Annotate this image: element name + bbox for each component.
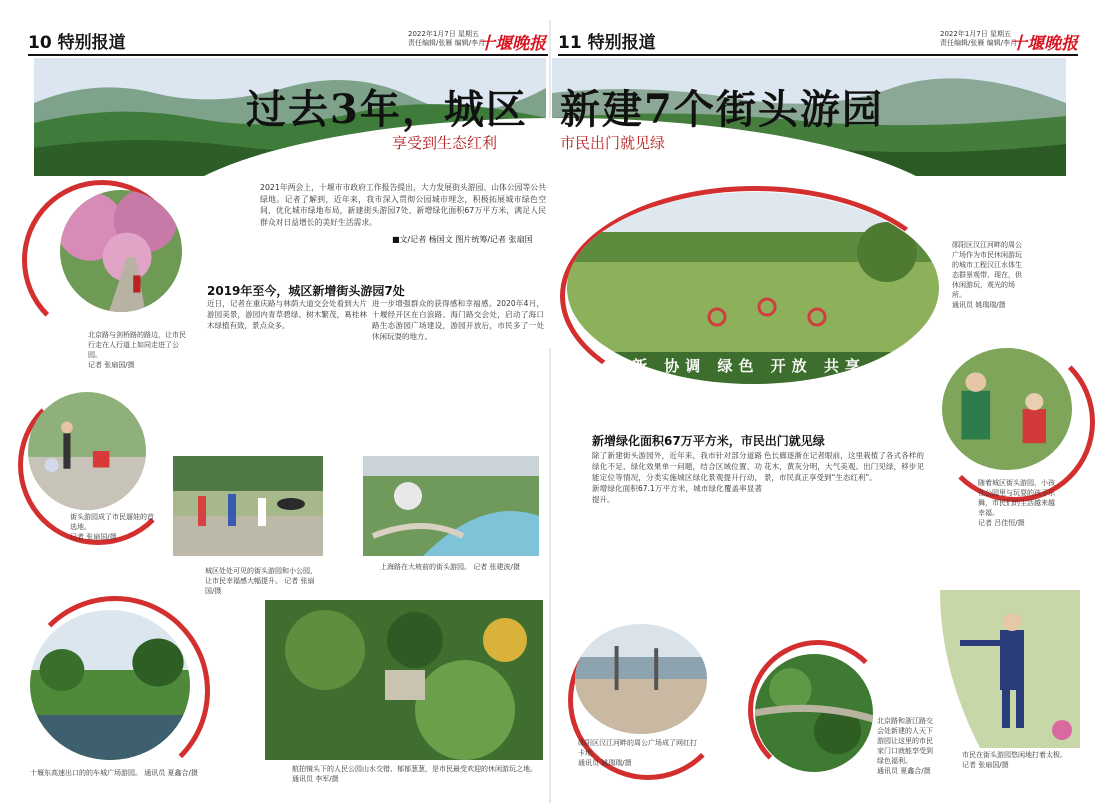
- section1-text-col2: 进一步增强群众的获得感和幸福感。2020年4月，十堰经开区在白浪路、海门路交会处，启动了海口路生态游园广场建设，游园开放后，市民多了一处休闲玩耍的地方。: [372, 299, 544, 341]
- photo-riverside-plaza: [575, 624, 707, 734]
- article-byline: ■文/记者 杨国文 图片统筹/记者 张扇国: [392, 235, 533, 244]
- subhead-right: 市民出门就见绿: [560, 134, 666, 152]
- photo-people-exercising: [173, 456, 323, 556]
- right-brand-logo: 十堰晚报: [1010, 34, 1078, 54]
- caption-3: 城区处处可见的街头游园和小公园，让市民幸福感大幅提升。 记者 张扇国/摄: [205, 567, 317, 595]
- section2-text-col1: 除了新建街头游园外，近年来，我市针对部分道路绿化不足、绿化效果单一问题，结合区域位置、功能定位等情况，分类实施城区绿化景观提升行动，新增绿化面积67.1万平方米，城市绿化覆盖率显著提升。: [592, 451, 762, 504]
- right-header-rule: [558, 54, 1078, 56]
- caption-9: 郧阳区汉江河畔的周公广场成了网红打卡地。 通讯员 姚瑞瑞/摄: [578, 739, 697, 767]
- left-header-rule: [28, 54, 548, 56]
- park-slogan-sign: 新 协调 绿色 开放 共享: [632, 357, 866, 375]
- caption-4: 上海路在大坡前的街头游园。 记者 张建波/摄: [380, 563, 520, 571]
- caption-8: 随着城区街头游园，小孩在公园里与玩耍的孩子乐舞，市民们的生活越来越幸福。 记者 吕佳恒/摄: [978, 479, 1055, 527]
- left-brand-logo: 十堰晚报: [478, 34, 546, 54]
- photo-plaza-park: [30, 610, 190, 760]
- section1-text-col1: 近日，记者在重庆路与林荫大道交会处看到大片游园美景，游园内青草碧绿、树木繁茂，葛桂林木绿植有致，景点众多。: [207, 299, 367, 330]
- photo-people-park-aerial: [265, 600, 543, 760]
- photo-kids-playing: [28, 392, 146, 510]
- section2-text-col2: 色长廊逐渐在记者眼前，这里栽植了各式各样的花木，黄灰分明，大气美观。出门见绿，移步见景，市民真正享受到“生态红利”。: [764, 451, 924, 482]
- subhead-left: 享受到生态红利: [392, 134, 498, 152]
- lead-paragraph: 2021年两会上，十堰市市政府工作报告提出，大力发展街头游园、山体公园等公共绿地。记者了解到，近年来，我市深入贯彻公园城市理念，积极拓展城市绿色空间，优化城市绿地布局，新建街头游园7处、新增绿化面积67万平方米，满足人民群众对日益增长的美好生活需求。: [260, 183, 546, 227]
- caption-1: 北京路与剑桥路的路边，让市民行走在人行道上如同走进了公园。 记者 张扇国/摄: [88, 331, 186, 369]
- caption-6: 航拍镜头下的人民公园山水交错、郁郁葱葱，是市民最受欢迎的休闲游玩之地。 通讯员 李军/摄: [292, 765, 537, 783]
- caption-2: 街头游园成了市民遛娃的首选地。 记者 张扇国/摄: [70, 513, 154, 541]
- caption-10: 北京路和浙江路交会处新建的人天下游园让这里的市民家门口就能享受到绿色福利。 通讯员 夏鑫合/摄: [877, 717, 933, 775]
- left-date-line: 2022年1月7日 星期五 责任编辑/张雁 编辑/李月: [408, 30, 485, 47]
- caption-11: 市民在街头游园悠闲地打着太极。 记者 张扇国/摄: [962, 751, 1067, 769]
- photo-green-aerial: [755, 654, 873, 772]
- photo-mother-child: [942, 348, 1072, 470]
- section2-title: 新增绿化面积67万平方米，市民出门就见绿: [592, 434, 825, 448]
- photo-taichi: [940, 590, 1080, 748]
- right-date-line: 2022年1月7日 星期五 责任编辑/张雁 编辑/李月: [940, 30, 1017, 47]
- headline-left: 过去3年，城区: [246, 86, 528, 133]
- left-page-number: 10 特别报道: [28, 33, 126, 53]
- right-page-number: 11 特别报道: [558, 33, 656, 53]
- photo-garden-aerial: [363, 456, 539, 556]
- headline-right: 新建7个街头游园: [560, 86, 884, 133]
- section1-title: 2019年至今，城区新增街头游园7处: [207, 284, 405, 298]
- caption-7: 郧阳区汉江河畔的周公广场作为市民休闲游玩的城市工程汉江水体生态群景观带、现在，供休闲游玩，观光的场所。 通讯员 姚瑞瑞/摄: [952, 241, 1022, 309]
- photo-cherry-blossom-path: [60, 190, 182, 312]
- caption-5: 十堰东高速出口的的车城广场游园。 通讯员 夏鑫合/摄: [30, 769, 198, 777]
